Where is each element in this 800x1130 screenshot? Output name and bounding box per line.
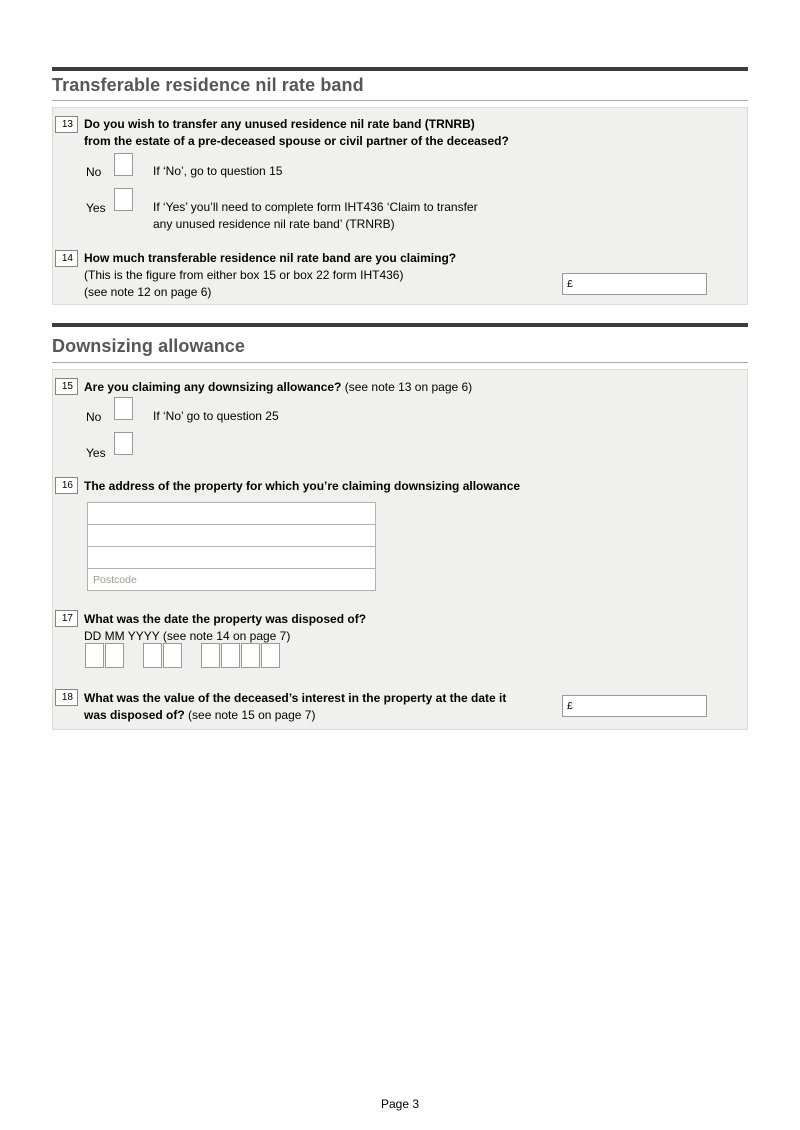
q17-date-year-box-3[interactable] xyxy=(241,643,260,668)
question-14-note1: (This is the figure from either box 15 or box 22 form IHT436) xyxy=(84,268,404,282)
q13-yes-checkbox[interactable] xyxy=(114,188,133,211)
question-15-question: Are you claiming any downsizing allowance? xyxy=(84,380,342,394)
q14-amount-input[interactable] xyxy=(573,278,721,290)
question-14-question: How much transferable residence nil rate band are you claiming? xyxy=(84,251,457,265)
question-17-format-note: DD MM YYYY (see note 14 on page 7) xyxy=(84,629,291,643)
q13-yes-label: Yes xyxy=(86,201,106,215)
q17-date-day-box-1[interactable] xyxy=(85,643,104,668)
question-18-line1: What was the value of the deceased’s interest in the property at the date it xyxy=(84,691,507,705)
question-18-line2-bold: was disposed of? xyxy=(84,708,185,722)
downsizing-question-panel xyxy=(52,369,748,730)
section-heading-rule xyxy=(52,362,748,363)
q15-yes-checkbox[interactable] xyxy=(114,432,133,455)
question-13-number: 13 xyxy=(55,116,78,133)
q17-date-year-box-1[interactable] xyxy=(201,643,220,668)
section-divider-bar xyxy=(52,323,748,327)
q15-no-checkbox[interactable] xyxy=(114,397,133,420)
pound-symbol: £ xyxy=(567,278,573,290)
question-13-text xyxy=(84,116,509,150)
q15-no-hint: If ‘No’ go to question 25 xyxy=(153,409,279,423)
q14-amount-field[interactable] xyxy=(562,273,707,295)
question-16-question: The address of the property for which you’re claiming downsizing allowance xyxy=(84,479,521,493)
section-divider-bar xyxy=(52,67,748,71)
q15-yes-label: Yes xyxy=(86,446,106,460)
pound-symbol: £ xyxy=(567,700,573,712)
q17-date-year-box-4[interactable] xyxy=(261,643,280,668)
question-17-text xyxy=(84,611,366,645)
question-15-note: (see note 13 on page 6) xyxy=(344,380,473,394)
question-18-text xyxy=(84,690,506,724)
q18-amount-field[interactable] xyxy=(562,695,707,717)
question-14-text xyxy=(84,250,456,301)
q13-yes-hint xyxy=(153,199,478,233)
question-18-number: 18 xyxy=(55,689,78,706)
q17-date-year-box-2[interactable] xyxy=(221,643,240,668)
q17-date-month-box-1[interactable] xyxy=(143,643,162,668)
q13-no-checkbox[interactable] xyxy=(114,153,133,176)
q16-postcode-input[interactable] xyxy=(87,568,376,591)
section-heading-downsizing: Downsizing allowance xyxy=(52,336,246,356)
section-heading-rule xyxy=(52,100,748,101)
question-17-question: What was the date the property was disposed of? xyxy=(84,612,367,626)
q16-address-line2-input[interactable] xyxy=(87,524,376,547)
question-13-line1: Do you wish to transfer any unused residence nil rate band (TRNRB) xyxy=(84,117,475,131)
q16-address-fields xyxy=(87,502,376,591)
q17-date-month-box-2[interactable] xyxy=(163,643,182,668)
q18-amount-input[interactable] xyxy=(573,700,721,712)
question-16-number: 16 xyxy=(55,477,78,494)
q16-address-line3-input[interactable] xyxy=(87,546,376,569)
q15-no-label: No xyxy=(86,410,102,424)
page-number: Page 3 xyxy=(380,1097,420,1111)
question-15-number: 15 xyxy=(55,378,78,395)
section-heading-trnrb: Transferable residence nil rate band xyxy=(52,75,364,95)
question-13-line2: from the estate of a pre-deceased spouse or civil partner of the deceased? xyxy=(84,134,509,148)
q17-date-day-box-2[interactable] xyxy=(105,643,124,668)
trnrb-question-panel xyxy=(52,107,748,305)
q13-yes-hint-line2: any unused residence nil rate band’ (TRNRB) xyxy=(153,217,395,231)
q13-yes-hint-line1: If ‘Yes’ you’ll need to complete form IHT436 ‘Claim to transfer xyxy=(153,200,478,214)
question-15-text xyxy=(84,379,472,396)
question-17-number: 17 xyxy=(55,610,78,627)
q13-no-label: No xyxy=(86,165,102,179)
q13-no-hint: If ‘No’, go to question 15 xyxy=(153,164,283,178)
question-18-line2-note: (see note 15 on page 7) xyxy=(188,708,316,722)
q16-address-line1-input[interactable] xyxy=(87,502,376,525)
question-14-number: 14 xyxy=(55,250,78,267)
question-14-note2: (see note 12 on page 6) xyxy=(84,285,212,299)
